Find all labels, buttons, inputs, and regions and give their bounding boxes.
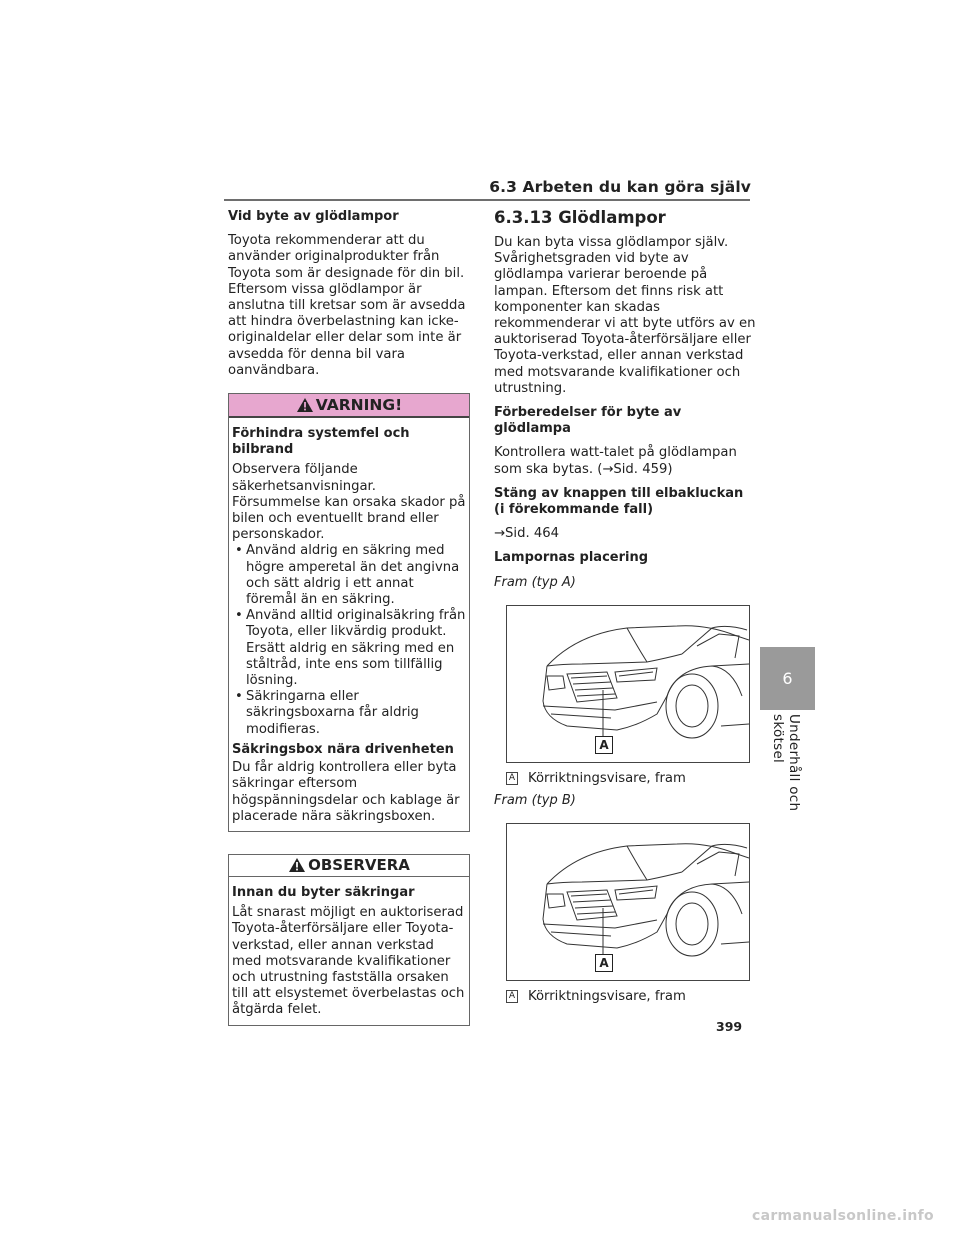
- car-front-a-drawing: [507, 606, 749, 762]
- left-column: [228, 209, 473, 1026]
- section-intro: Du kan byta vissa glödlampor själv. Svårighetsgraden vid byte av glödlampa varierar beroende på lampan. Eftersom det finns risk att komponenter kan skadas rekommenderar vi att byte utförs av en auktoriserad Toyota-återförsäljare eller Toyota-verkstad, eller annan verkstad med motsvarande kvalifikationer och utrustning.: [494, 235, 756, 396]
- switch-heading-2: (i förekommande fall): [494, 502, 654, 518]
- chapter-header: 6.3 Arbeten du kan göra själv: [489, 178, 751, 196]
- notice-header: [229, 855, 469, 877]
- callout-a: A: [595, 954, 613, 972]
- warning-bullet: • Använd aldrig en säkring med högre amperetal än det angivna och sätt aldrig i ett annat föremål än en säkring.: [232, 543, 466, 608]
- caption-a-text: Körriktningsvisare, fram: [528, 770, 686, 786]
- car-front-b-drawing: [507, 824, 749, 980]
- warning-header: [229, 394, 469, 418]
- warning-bullet: • Säkringarna eller säkringsboxarna får aldrig modifieras.: [232, 689, 466, 738]
- callout-a: A: [595, 736, 613, 754]
- caption-b-text: Körriktningsvisare, fram: [528, 988, 686, 1004]
- right-column: [494, 207, 756, 1005]
- warning-bullet-list: [232, 543, 466, 737]
- caption-a-letter: A: [506, 772, 518, 785]
- figure-a-label: Fram (typ A): [494, 574, 576, 590]
- warning-heading-1: Förhindra systemfel och bilbrand: [232, 426, 410, 458]
- figure-b-caption: [506, 989, 756, 1005]
- warning-heading-2: Säkringsbox nära drivenheten: [232, 741, 454, 757]
- chapter-tab: 6: [760, 647, 815, 710]
- notice-body: [229, 877, 469, 1025]
- notice-heading: Innan du byter säkringar: [232, 884, 415, 900]
- prep-text: Kontrollera watt-talet på glödlampan som ska bytas. (→Sid. 459): [494, 445, 737, 477]
- notice-triangle-icon: [288, 857, 306, 873]
- switch-ref: →Sid. 464: [494, 526, 560, 542]
- bulb-change-intro: Toyota rekommenderar att du använder originalprodukter från Toyota som är designade för din bil. Eftersom vissa glödlampor är anslutna till kretsar som är avsedda att hindra överbelastning kan icke-originaldelar eller delar som inte är avsedda för denna bil vara oanvändbara.: [228, 233, 466, 378]
- figure-b-label: Fram (typ B): [494, 792, 576, 808]
- prep-heading: Förberedelser för byte av glödlampa: [494, 405, 682, 437]
- bulb-change-heading: Vid byte av glödlampor: [228, 209, 399, 224]
- watermark: carmanualsonline.info: [752, 1208, 934, 1224]
- chapter-tab-label: Underhåll och skötsel: [770, 714, 802, 812]
- header-rule: [224, 199, 750, 201]
- figure-a-caption: [506, 771, 756, 787]
- caption-b-letter: A: [506, 990, 518, 1003]
- car-front-illustration-a: [506, 605, 750, 763]
- notice-box: [228, 854, 470, 1026]
- car-front-illustration-b: [506, 823, 750, 981]
- warning-body: [229, 418, 469, 831]
- section-title: 6.3.13 Glödlampor: [494, 208, 666, 227]
- warning-bullet: • Använd alltid originalsäkring från Toyota, eller likvärdig produkt. Ersätt aldrig en säkring med en ståltråd, inte ens som tillfällig lösning.: [232, 608, 466, 689]
- switch-heading-1: Stäng av knappen till elbakluckan: [494, 485, 744, 501]
- warning-box: [228, 393, 470, 832]
- placement-heading: Lampornas placering: [494, 550, 649, 566]
- warning-text-1: Observera följande säkerhetsanvisningar. Försummelse kan orsaka skador på bilen och eventuellt brand eller personskador.: [232, 462, 466, 543]
- notice-text: Låt snarast möjligt en auktoriserad Toyota-återförsäljare eller Toyota-verkstad, eller annan verkstad med motsvarande kvalifikationer och utrustning fastställa orsaken till att elsystemet överbelastas och åtgärda felet.: [232, 905, 465, 1018]
- warning-text-2: Du får aldrig kontrollera eller byta säkringar eftersom högspänningsdelar och kablage är placerade nära säkringsboxen.: [232, 760, 460, 824]
- warning-triangle-icon: [296, 397, 314, 413]
- page-number: 399: [716, 1019, 743, 1034]
- notice-label: OBSERVERA: [308, 856, 410, 875]
- warning-label: VARNING!: [315, 396, 403, 415]
